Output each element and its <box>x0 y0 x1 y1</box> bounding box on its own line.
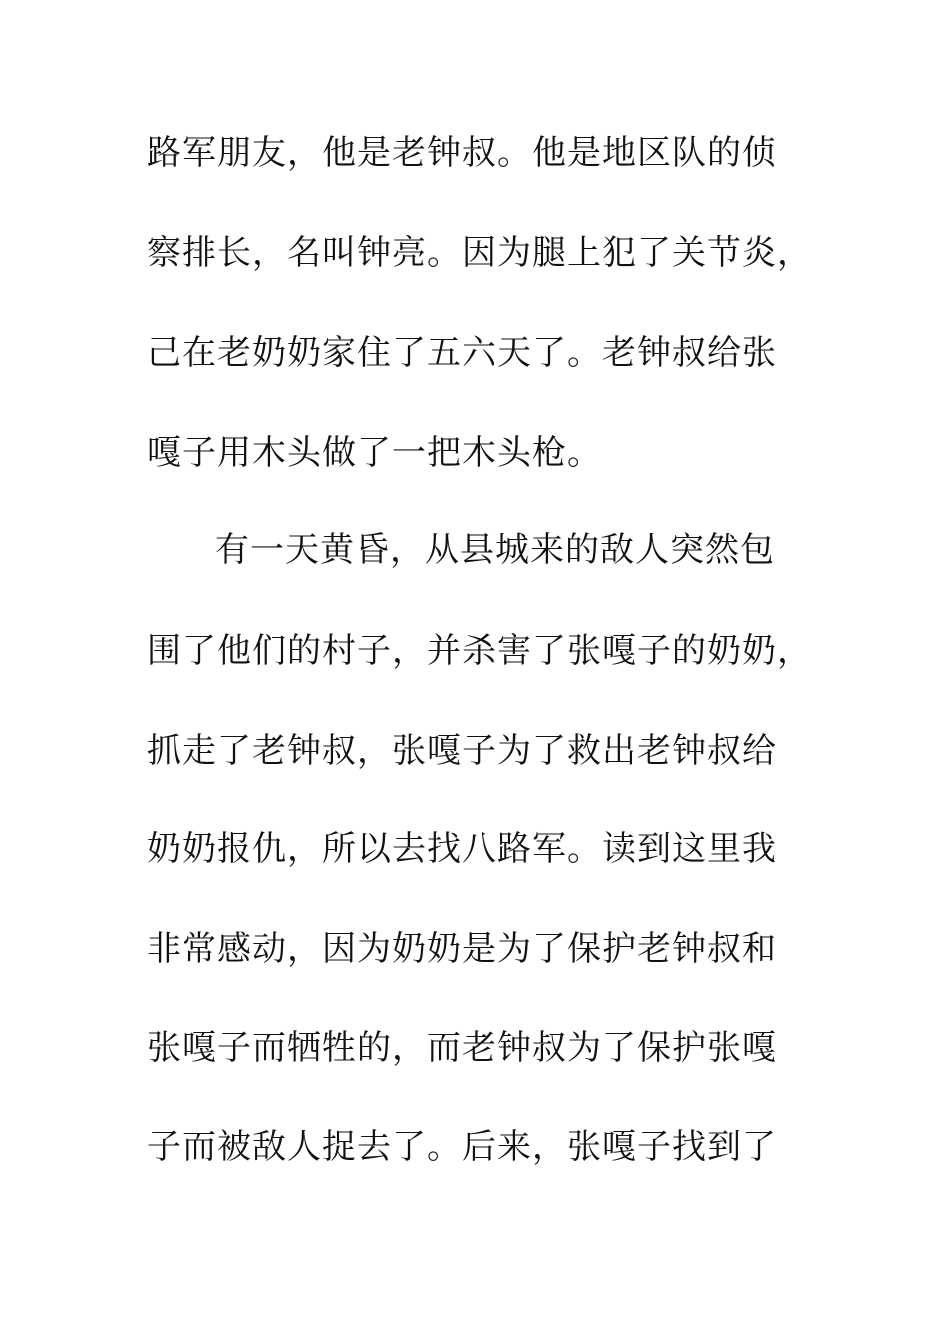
paragraph-line: 己在老奶奶家住了五六天了。老钟叔给张 <box>147 333 777 373</box>
paragraph-line: 抓走了老钟叔，张嘎子为了救出老钟叔给 <box>147 731 777 771</box>
paragraph-line: 察排长，名叫钟亮。因为腿上犯了关节炎， <box>147 233 812 273</box>
paragraph-line: 路军朋友，他是老钟叔。他是地区队的侦 <box>147 133 777 173</box>
paragraph-line: 围了他们的村子，并杀害了张嘎子的奶奶， <box>147 631 812 671</box>
paragraph-line: 嘎子用木头做了一把木头枪。 <box>147 433 602 473</box>
paragraph-line: 奶奶报仇，所以去找八路军。读到这里我 <box>147 829 777 869</box>
paragraph-first-line: 有一天黄昏，从县城来的敌人突然包 <box>215 530 775 570</box>
paragraph-line: 子而被敌人捉去了。后来，张嘎子找到了 <box>147 1127 777 1167</box>
paragraph-line: 张嘎子而牺牲的，而老钟叔为了保护张嘎 <box>147 1028 777 1068</box>
paragraph-line: 非常感动，因为奶奶是为了保护老钟叔和 <box>147 929 777 969</box>
